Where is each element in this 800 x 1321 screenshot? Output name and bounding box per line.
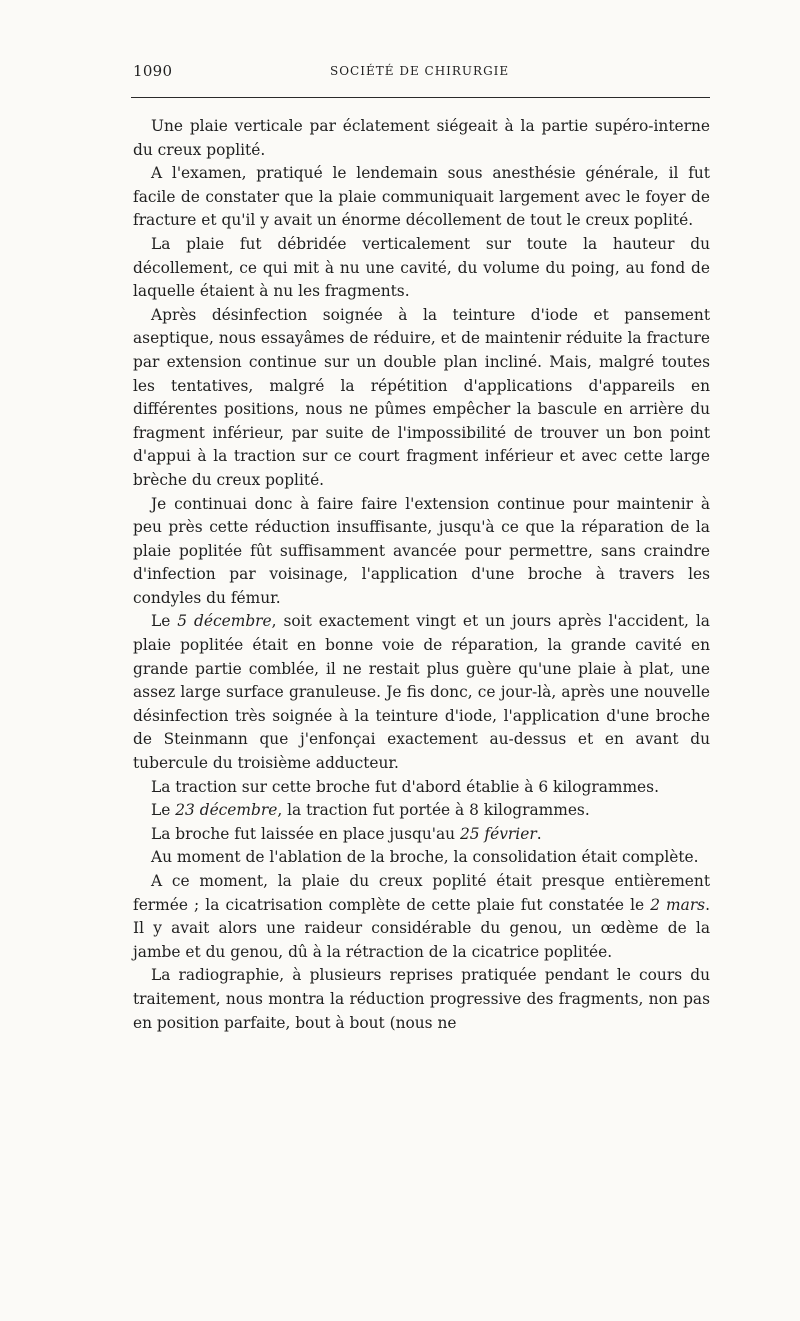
paragraph: Une plaie verticale par éclatement siégeait à la partie supéro-interne du creux poplité. <box>133 117 710 159</box>
text-run: . <box>536 824 542 843</box>
date-italic: 5 décembre <box>177 612 272 631</box>
paragraph: La plaie fut débridée verticalement sur toute la hauteur du décollement, ce qui mit à nu une cavité, du volume du poing, au fond de laquelle étaient à nu les fragments. <box>133 234 710 301</box>
paragraph <box>133 799 710 823</box>
text-run: Le <box>151 801 176 820</box>
running-title: SOCIÉTÉ DE CHIRURGIE <box>330 64 510 78</box>
paragraph: La traction sur cette broche fut d'abord établie à 6 kilogrammes. <box>151 777 659 796</box>
paragraph: La radiographie, à plusieurs reprises pratiquée pendant le cours du traitement, nous montra la réduction progressive des fragments, non pas en position parfaite, bout à bout (nous ne <box>133 966 710 1032</box>
text-run: , soit exactement vingt et un jours après l'accident, la plaie poplitée était en bonne voie de réparation, la grande cavité en grande partie comblée, il ne restait plus guère qu'une plaie à plat, une assez large surface granuleuse. Je fis donc, ce jour-là, après une nouvelle désinfection très soignée à la teinture d'iode, l'application d'une broche de Steinmann que j'enfonçai exactement au-dessus et en avant du tubercule du troisième adducteur. <box>133 612 710 773</box>
paragraph <box>133 610 710 775</box>
paragraph <box>133 870 710 964</box>
paragraph: Après désinfection soignée à la teinture d'iode et pansement aseptique, nous essayâmes de réduire, et de maintenir réduite la fracture par extension continue sur un double plan incliné. Mais, malgré toutes les tentatives, malgré la répétition d'applications d'appareils en différentes positions, nous ne pûmes empêcher la bascule en arrière du fragment inférieur, par suite de l'impossibilité de trouver un bon point d'appui à la traction sur ce court fragment inférieur et avec cette large brèche du creux poplité. <box>133 305 710 489</box>
page-number: 1090 <box>133 62 173 80</box>
text-run: , la traction fut portée à 8 kilogrammes. <box>277 801 590 820</box>
paragraph: A l'examen, pratiqué le lendemain sous anesthésie générale, il fut facile de constater que la plaie communiquait largement avec le foyer de fracture et qu'il y avait un énorme décollement de tout le creux poplité. <box>133 164 710 230</box>
text-run: A ce moment, la plaie du creux poplité était presque entièrement fermée ; la cicatrisation complète de cette plaie fut constatée le <box>133 872 710 914</box>
paragraph: Je continuai donc à faire faire l'extension continue pour maintenir à peu près cette réduction insuffisante, jusqu'à ce que la réparation de la plaie poplitée fût suffisamment avancée pour permettre, sans craindre d'infection par voisinage, l'application d'une broche à travers les condyles du fémur. <box>133 494 710 607</box>
date-italic: 23 décembre <box>175 801 278 820</box>
text-run: . Il y avait alors une raideur considérable du genou, un œdème de la jambe et du genou, dû à la rétraction de la cicatrice poplitée. <box>133 895 710 961</box>
paragraph: Au moment de l'ablation de la broche, la consolidation était complète. <box>151 848 699 867</box>
text-run: Le <box>151 612 178 631</box>
paragraph <box>133 823 710 847</box>
date-italic: 2 mars <box>650 895 706 914</box>
header-rule <box>131 97 710 98</box>
body-text <box>133 115 710 1035</box>
date-italic: 25 février <box>459 824 537 843</box>
text-run: La broche fut laissée en place jusqu'au <box>151 824 460 843</box>
